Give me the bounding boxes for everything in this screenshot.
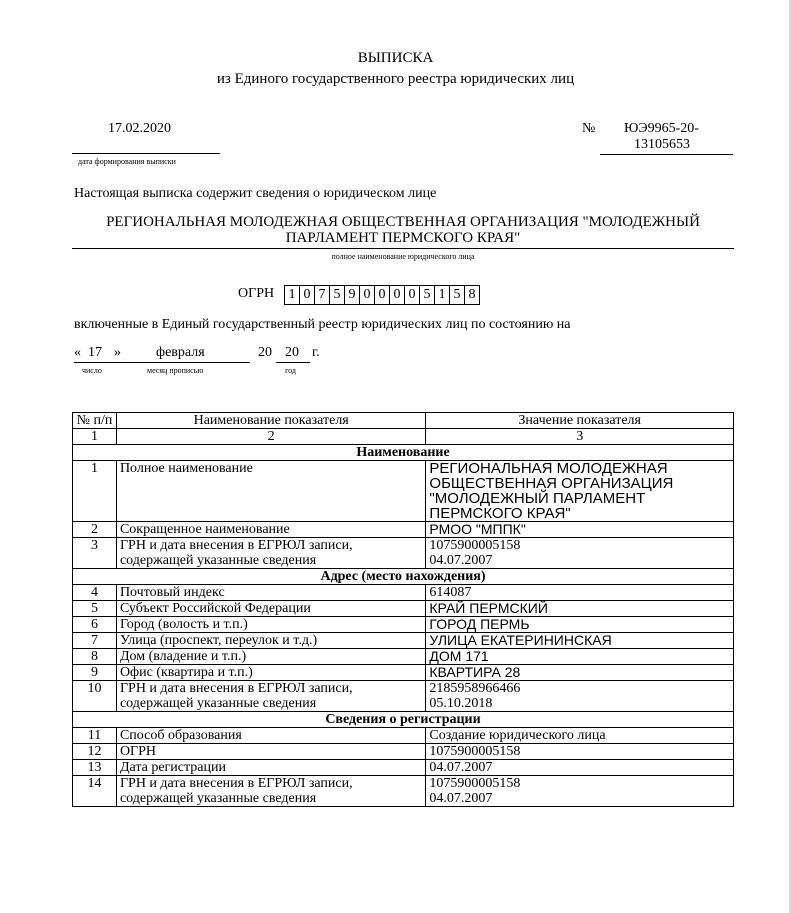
open-quote: « xyxy=(74,345,81,360)
company-full-name xyxy=(72,214,734,246)
row-value-line: 2185958966466 xyxy=(429,681,521,696)
row-number: 9 xyxy=(73,665,117,681)
row-label xyxy=(116,681,425,712)
section-row xyxy=(73,445,734,461)
table-row xyxy=(73,665,734,681)
table-row xyxy=(73,744,734,760)
row-label-line: ГРН и дата внесения в ЕГРЮЛ записи, xyxy=(119,681,353,696)
row-number: 14 xyxy=(73,776,117,807)
month-underline xyxy=(118,362,250,363)
header-indicator: Наименование показателя xyxy=(116,413,425,429)
row-value: РМОО "МППК" xyxy=(426,522,734,538)
row-label: Почтовый индекс xyxy=(116,585,425,601)
row-label: Дом (владение и т.п.) xyxy=(116,649,425,665)
table-row xyxy=(73,649,734,665)
row-number: 5 xyxy=(73,601,117,617)
row-value: КРАЙ ПЕРМСКИЙ xyxy=(426,601,734,617)
column-number-1: 1 xyxy=(73,429,117,445)
ogrn-digit-box: 1 xyxy=(434,285,450,305)
ogrn-digit-box: 8 xyxy=(464,285,480,305)
table-row xyxy=(73,760,734,776)
ogrn-digit-box: 1 xyxy=(284,285,300,305)
row-value xyxy=(426,538,734,569)
as-of-year-prefix: 20 xyxy=(258,345,272,360)
row-label xyxy=(116,538,425,569)
number-underline xyxy=(600,154,733,155)
registry-table xyxy=(72,412,734,807)
row-number: 3 xyxy=(73,538,117,569)
table-row xyxy=(73,681,734,712)
ogrn-digit-box: 5 xyxy=(449,285,465,305)
row-label: Город (волость и т.п.) xyxy=(116,617,425,633)
row-label-line: содержащей указанные сведения xyxy=(119,696,317,711)
ogrn-digit-box: 0 xyxy=(404,285,420,305)
section-row xyxy=(73,569,734,585)
row-value-line: 1075900005158 xyxy=(429,776,521,791)
document-title: ВЫПИСКА xyxy=(357,50,434,66)
section-name-heading: Наименование xyxy=(73,445,734,461)
ogrn-digit-box: 9 xyxy=(344,285,360,305)
row-number: 10 xyxy=(73,681,117,712)
row-value: ДОМ 171 xyxy=(426,649,734,665)
column-number-row xyxy=(73,429,734,445)
row-value: 614087 xyxy=(426,585,734,601)
row-value-line: 05.10.2018 xyxy=(429,696,493,711)
row-number: 8 xyxy=(73,649,117,665)
section-row xyxy=(73,712,734,728)
row-value: КВАРТИРА 28 xyxy=(426,665,734,681)
row-number: 1 xyxy=(73,461,117,522)
row-value-line: 1075900005158 xyxy=(429,538,521,553)
included-text: включенные в Единый государственный реестр юридических лиц по состоянию на xyxy=(74,317,571,332)
row-label: Сокращенное наименование xyxy=(116,522,425,538)
table-row xyxy=(73,601,734,617)
section-address-heading: Адрес (место нахождения) xyxy=(73,569,734,585)
row-number: 2 xyxy=(73,522,117,538)
table-row xyxy=(73,522,734,538)
ogrn-digit-box: 0 xyxy=(299,285,315,305)
row-value: 1075900005158 xyxy=(426,744,734,760)
document-subtitle: из Единого государственного реестра юридических лиц xyxy=(216,71,575,87)
as-of-day: 17 xyxy=(88,345,102,360)
row-value: ГОРОД ПЕРМЬ xyxy=(426,617,734,633)
row-value: 04.07.2007 xyxy=(426,760,734,776)
column-number-3: 3 xyxy=(426,429,734,445)
row-label: ОГРН xyxy=(116,744,425,760)
row-number: 13 xyxy=(73,760,117,776)
ogrn-boxes xyxy=(285,285,480,305)
full-name-underline xyxy=(72,248,734,249)
extract-number-line2: 13105653 xyxy=(634,137,690,152)
ogrn-digit-box: 0 xyxy=(359,285,375,305)
row-label-line: содержащей указанные сведения xyxy=(119,791,317,806)
row-label xyxy=(116,776,425,807)
day-caption: число xyxy=(82,366,102,375)
row-value-line: ПЕРМСКОГО КРАЯ" xyxy=(429,505,571,522)
ogrn-label: ОГРН xyxy=(238,286,275,301)
row-value: УЛИЦА ЕКАТЕРИНИНСКАЯ xyxy=(426,633,734,649)
row-value xyxy=(426,776,734,807)
year-underline xyxy=(276,362,310,363)
header-value: Значение показателя xyxy=(426,413,734,429)
as-of-month: февраля xyxy=(156,345,205,360)
row-label-line: содержащей указанные сведения xyxy=(119,553,317,568)
row-value xyxy=(426,681,734,712)
ogrn-digit-box: 5 xyxy=(329,285,345,305)
row-value-line: ОБЩЕСТВЕННАЯ ОРГАНИЗАЦИЯ xyxy=(429,475,674,492)
table-row xyxy=(73,728,734,744)
formation-date: 17.02.2020 xyxy=(108,121,171,136)
number-sign: № xyxy=(582,121,596,136)
row-label: Субъект Российской Федерации xyxy=(116,601,425,617)
row-value-line: "МОЛОДЕЖНЫЙ ПАРЛАМЕНТ xyxy=(429,490,646,507)
row-label: Дата регистрации xyxy=(116,760,425,776)
date-caption: дата формирования выписки xyxy=(78,157,176,166)
row-value xyxy=(426,461,734,522)
ogrn-digit-box: 5 xyxy=(419,285,435,305)
row-label: Способ образования xyxy=(116,728,425,744)
row-value: Создание юридического лица xyxy=(426,728,734,744)
table-row xyxy=(73,617,734,633)
as-of-year-unit: г. xyxy=(312,345,320,360)
intro-text: Настоящая выписка содержит сведения о юридическом лице xyxy=(74,186,437,201)
row-value-line: 04.07.2007 xyxy=(429,791,493,806)
table-row xyxy=(73,538,734,569)
row-number: 12 xyxy=(73,744,117,760)
table-row xyxy=(73,633,734,649)
table-row xyxy=(73,461,734,522)
row-number: 11 xyxy=(73,728,117,744)
row-label: Полное наименование xyxy=(116,461,425,522)
header-number: № п/п xyxy=(73,413,117,429)
row-value-line: 04.07.2007 xyxy=(429,553,493,568)
company-full-name-line1: РЕГИОНАЛЬНАЯ МОЛОДЕЖНАЯ ОБЩЕСТВЕННАЯ ОРГАНИЗАЦИЯ "МОЛОДЕЖНЫЙ xyxy=(106,214,700,230)
close-quote: » xyxy=(114,345,121,360)
month-caption: месяц прописью xyxy=(147,366,204,375)
day-underline xyxy=(74,362,124,363)
ogrn-digit-box: 0 xyxy=(374,285,390,305)
as-of-year-suffix: 20 xyxy=(285,345,299,360)
extract-number-line1: ЮЭ9965-20- xyxy=(624,121,699,136)
row-label-line: ГРН и дата внесения в ЕГРЮЛ записи, xyxy=(119,538,353,553)
full-name-caption: полное наименование юридического лица xyxy=(331,252,475,261)
table-row xyxy=(73,585,734,601)
row-number: 4 xyxy=(73,585,117,601)
ogrn-digit-box: 0 xyxy=(389,285,405,305)
row-number: 7 xyxy=(73,633,117,649)
row-label: Офис (квартира и т.п.) xyxy=(116,665,425,681)
row-number: 6 xyxy=(73,617,117,633)
column-number-2: 2 xyxy=(116,429,425,445)
table-header-row xyxy=(73,413,734,429)
date-underline xyxy=(72,153,220,154)
row-label-line: ГРН и дата внесения в ЕГРЮЛ записи, xyxy=(119,776,353,791)
section-registration-heading: Сведения о регистрации xyxy=(73,712,734,728)
year-caption: год xyxy=(285,366,296,375)
ogrn-digit-box: 7 xyxy=(314,285,330,305)
row-label: Улица (проспект, переулок и т.д.) xyxy=(116,633,425,649)
company-full-name-line2: ПАРЛАМЕНТ ПЕРМСКОГО КРАЯ" xyxy=(285,230,521,246)
table-row xyxy=(73,776,734,807)
row-value-line: РЕГИОНАЛЬНАЯ МОЛОДЕЖНАЯ xyxy=(429,460,668,477)
